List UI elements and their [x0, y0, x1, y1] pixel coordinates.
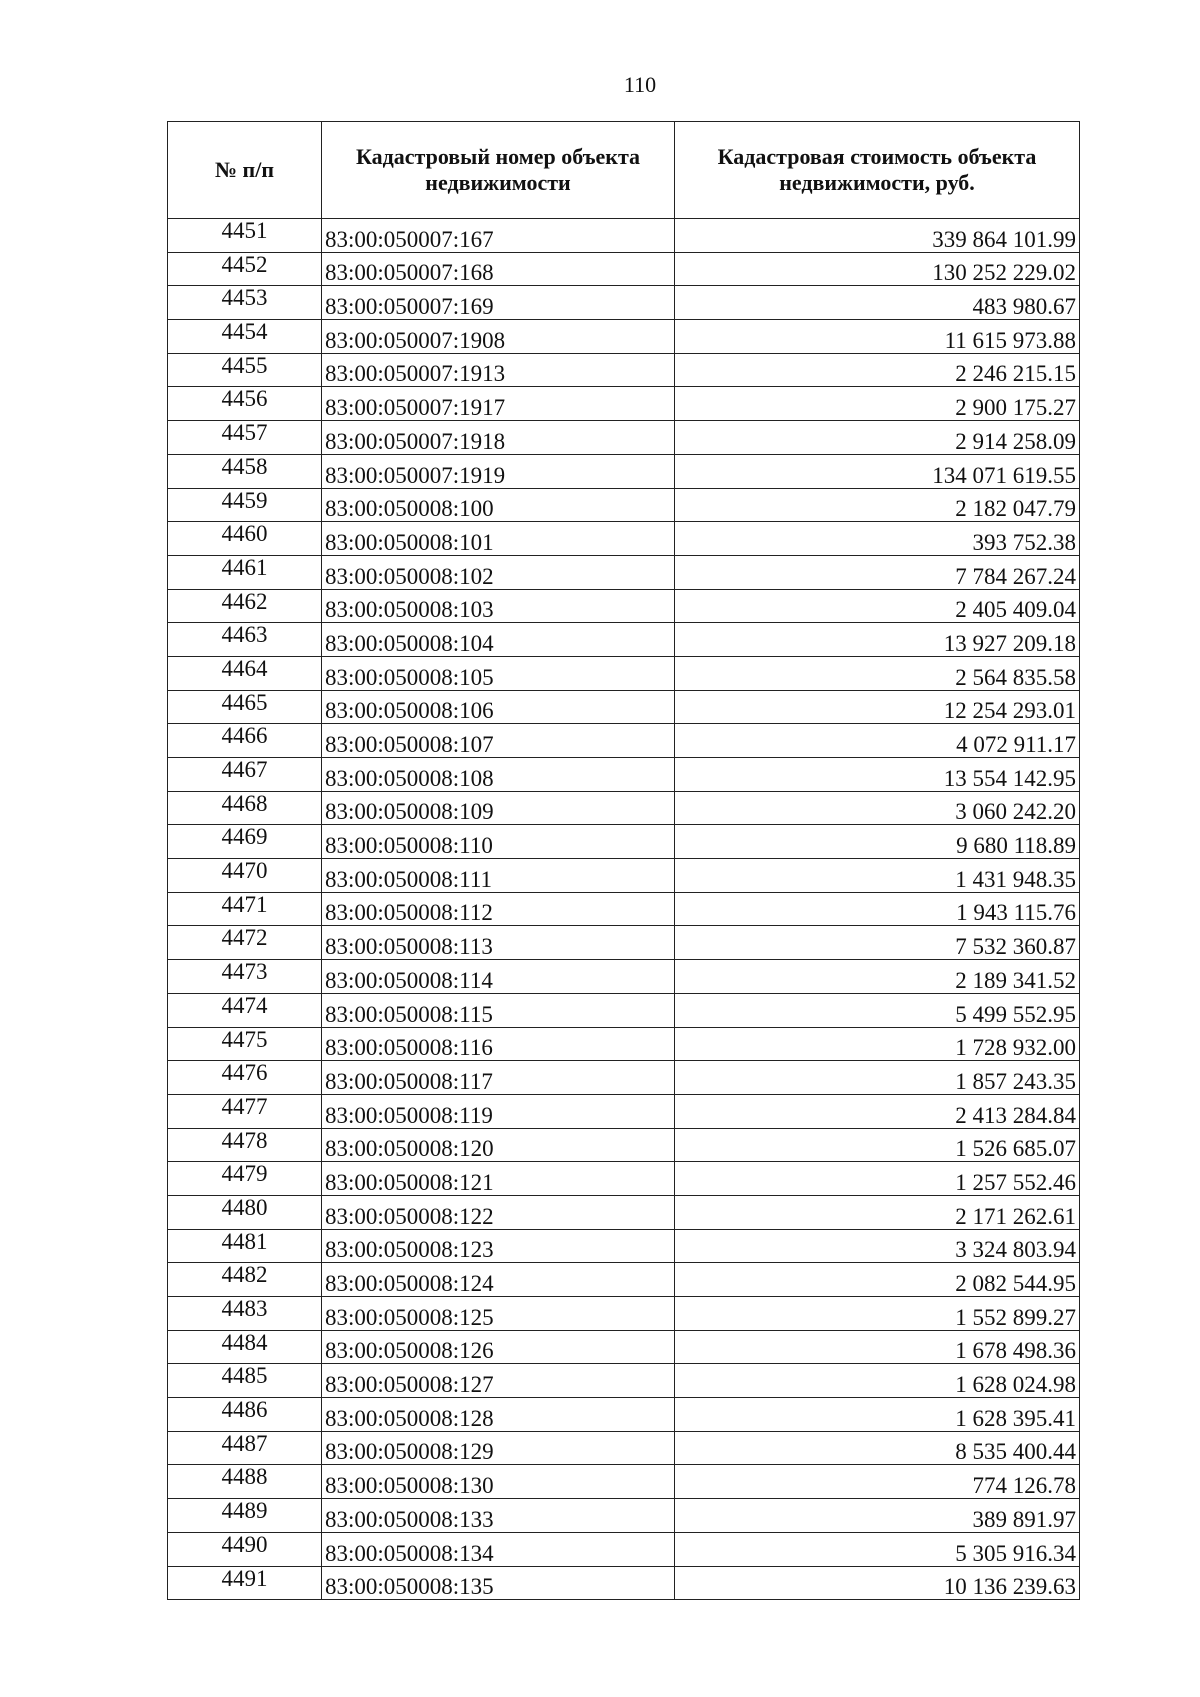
- cadastral-number-cell: 83:00:050007:169: [322, 286, 675, 320]
- row-number-cell: 4464: [168, 656, 322, 690]
- cadastral-value-cell: 1 628 024.98: [675, 1364, 1080, 1398]
- cadastral-number-cell: 83:00:050008:115: [322, 993, 675, 1027]
- row-number-cell: 4478: [168, 1128, 322, 1162]
- table-row: [168, 1162, 1080, 1196]
- cadastral-value-cell: 2 246 215.15: [675, 353, 1080, 387]
- cadastral-value-cell: 10 136 239.63: [675, 1566, 1080, 1600]
- cadastral-value-cell: 1 431 948.35: [675, 859, 1080, 893]
- cadastral-value-cell: 7 532 360.87: [675, 926, 1080, 960]
- table-row: [168, 454, 1080, 488]
- cadastral-number-cell: 83:00:050008:102: [322, 555, 675, 589]
- cadastral-value-cell: 2 082 544.95: [675, 1263, 1080, 1297]
- cadastral-number-cell: 83:00:050008:112: [322, 892, 675, 926]
- cadastral-value-cell: 1 678 498.36: [675, 1330, 1080, 1364]
- cadastral-value-cell: 1 857 243.35: [675, 1061, 1080, 1095]
- cadastral-value-cell: 2 189 341.52: [675, 960, 1080, 994]
- row-number-cell: 4488: [168, 1465, 322, 1499]
- cadastral-number-cell: 83:00:050008:126: [322, 1330, 675, 1364]
- row-number-cell: 4472: [168, 926, 322, 960]
- row-number-cell: 4468: [168, 791, 322, 825]
- row-number-cell: 4469: [168, 825, 322, 859]
- table-row: [168, 960, 1080, 994]
- table-row: [168, 387, 1080, 421]
- row-number-cell: 4458: [168, 454, 322, 488]
- cadastral-value-cell: 2 182 047.79: [675, 488, 1080, 522]
- cadastral-number-cell: 83:00:050007:1908: [322, 320, 675, 354]
- header-cadastral-number: Кадастровый номер объекта недвижимости: [322, 122, 675, 219]
- cadastral-value-cell: 1 943 115.76: [675, 892, 1080, 926]
- table-row: [168, 1195, 1080, 1229]
- table-row: [168, 353, 1080, 387]
- header-cadastral-value: Кадастровая стоимость объекта недвижимости, руб.: [675, 122, 1080, 219]
- cadastral-number-cell: 83:00:050008:121: [322, 1162, 675, 1196]
- cadastral-number-cell: 83:00:050008:113: [322, 926, 675, 960]
- cadastral-value-cell: 12 254 293.01: [675, 690, 1080, 724]
- cadastral-value-cell: 13 554 142.95: [675, 758, 1080, 792]
- row-number-cell: 4455: [168, 353, 322, 387]
- table-row: [168, 623, 1080, 657]
- row-number-cell: 4483: [168, 1297, 322, 1331]
- header-row: [168, 122, 1080, 219]
- row-number-cell: 4475: [168, 1027, 322, 1061]
- table-header: [168, 122, 1080, 219]
- cadastral-number-cell: 83:00:050008:106: [322, 690, 675, 724]
- row-number-cell: 4451: [168, 219, 322, 253]
- row-number-cell: 4463: [168, 623, 322, 657]
- table-row: [168, 1499, 1080, 1533]
- table-row: [168, 791, 1080, 825]
- table-row: [168, 993, 1080, 1027]
- cadastral-number-cell: 83:00:050008:130: [322, 1465, 675, 1499]
- table-row: [168, 1297, 1080, 1331]
- cadastral-number-cell: 83:00:050008:120: [322, 1128, 675, 1162]
- cadastral-value-cell: 774 126.78: [675, 1465, 1080, 1499]
- cadastral-number-cell: 83:00:050008:103: [322, 589, 675, 623]
- cadastral-number-cell: 83:00:050007:1913: [322, 353, 675, 387]
- cadastral-number-cell: 83:00:050008:114: [322, 960, 675, 994]
- table-row: [168, 758, 1080, 792]
- cadastral-number-cell: 83:00:050007:1917: [322, 387, 675, 421]
- cadastral-number-cell: 83:00:050008:127: [322, 1364, 675, 1398]
- row-number-cell: 4465: [168, 690, 322, 724]
- cadastral-number-cell: 83:00:050008:109: [322, 791, 675, 825]
- table-row: [168, 252, 1080, 286]
- cadastral-number-cell: 83:00:050008:108: [322, 758, 675, 792]
- cadastral-value-cell: 1 257 552.46: [675, 1162, 1080, 1196]
- table-row: [168, 1364, 1080, 1398]
- cadastral-value-cell: 9 680 118.89: [675, 825, 1080, 859]
- table-row: [168, 1061, 1080, 1095]
- table-body: [168, 219, 1080, 1600]
- row-number-cell: 4482: [168, 1263, 322, 1297]
- table-row: [168, 1027, 1080, 1061]
- cadastral-value-cell: 393 752.38: [675, 522, 1080, 556]
- table-row: [168, 1330, 1080, 1364]
- row-number-cell: 4462: [168, 589, 322, 623]
- row-number-cell: 4484: [168, 1330, 322, 1364]
- table-row: [168, 555, 1080, 589]
- table-row: [168, 1566, 1080, 1600]
- table-row: [168, 859, 1080, 893]
- row-number-cell: 4480: [168, 1195, 322, 1229]
- cadastral-number-cell: 83:00:050008:119: [322, 1094, 675, 1128]
- cadastral-value-cell: 483 980.67: [675, 286, 1080, 320]
- cadastral-number-cell: 83:00:050008:117: [322, 1061, 675, 1095]
- cadastral-value-cell: 5 305 916.34: [675, 1532, 1080, 1566]
- cadastral-value-cell: 1 728 932.00: [675, 1027, 1080, 1061]
- cadastral-table: [167, 121, 1080, 1600]
- cadastral-value-cell: 130 252 229.02: [675, 252, 1080, 286]
- cadastral-value-cell: 3 060 242.20: [675, 791, 1080, 825]
- table-row: [168, 421, 1080, 455]
- cadastral-value-cell: 5 499 552.95: [675, 993, 1080, 1027]
- table-row: [168, 1229, 1080, 1263]
- table-row: [168, 286, 1080, 320]
- page-number: 110: [623, 72, 657, 97]
- cadastral-value-cell: 2 171 262.61: [675, 1195, 1080, 1229]
- cadastral-number-cell: 83:00:050008:125: [322, 1297, 675, 1331]
- table-row: [168, 522, 1080, 556]
- row-number-cell: 4471: [168, 892, 322, 926]
- table-row: [168, 690, 1080, 724]
- row-number-cell: 4486: [168, 1398, 322, 1432]
- table-row: [168, 219, 1080, 253]
- cadastral-number-cell: 83:00:050008:110: [322, 825, 675, 859]
- cadastral-number-cell: 83:00:050007:167: [322, 219, 675, 253]
- cadastral-number-cell: 83:00:050008:128: [322, 1398, 675, 1432]
- cadastral-number-cell: 83:00:050008:124: [322, 1263, 675, 1297]
- cadastral-number-cell: 83:00:050008:104: [322, 623, 675, 657]
- row-number-cell: 4491: [168, 1566, 322, 1600]
- cadastral-value-cell: 4 072 911.17: [675, 724, 1080, 758]
- cadastral-value-cell: 1 552 899.27: [675, 1297, 1080, 1331]
- row-number-cell: 4481: [168, 1229, 322, 1263]
- row-number-cell: 4453: [168, 286, 322, 320]
- table-row: [168, 1431, 1080, 1465]
- cadastral-value-cell: 2 564 835.58: [675, 656, 1080, 690]
- row-number-cell: 4452: [168, 252, 322, 286]
- cadastral-number-cell: 83:00:050008:123: [322, 1229, 675, 1263]
- row-number-cell: 4477: [168, 1094, 322, 1128]
- cadastral-value-cell: 2 405 409.04: [675, 589, 1080, 623]
- cadastral-number-cell: 83:00:050008:129: [322, 1431, 675, 1465]
- row-number-cell: 4489: [168, 1499, 322, 1533]
- cadastral-value-cell: 339 864 101.99: [675, 219, 1080, 253]
- cadastral-value-cell: 8 535 400.44: [675, 1431, 1080, 1465]
- cadastral-value-cell: 13 927 209.18: [675, 623, 1080, 657]
- table-row: [168, 724, 1080, 758]
- table-row: [168, 825, 1080, 859]
- cadastral-value-cell: 11 615 973.88: [675, 320, 1080, 354]
- table-row: [168, 488, 1080, 522]
- table-row: [168, 1532, 1080, 1566]
- row-number-cell: 4487: [168, 1431, 322, 1465]
- cadastral-value-cell: 1 628 395.41: [675, 1398, 1080, 1432]
- row-number-cell: 4485: [168, 1364, 322, 1398]
- row-number-cell: 4473: [168, 960, 322, 994]
- table-row: [168, 1128, 1080, 1162]
- table-row: [168, 892, 1080, 926]
- row-number-cell: 4460: [168, 522, 322, 556]
- cadastral-value-cell: 134 071 619.55: [675, 454, 1080, 488]
- table-row: [168, 589, 1080, 623]
- cadastral-number-cell: 83:00:050008:101: [322, 522, 675, 556]
- row-number-cell: 4490: [168, 1532, 322, 1566]
- cadastral-value-cell: 2 914 258.09: [675, 421, 1080, 455]
- cadastral-number-cell: 83:00:050008:100: [322, 488, 675, 522]
- row-number-cell: 4454: [168, 320, 322, 354]
- cadastral-value-cell: 7 784 267.24: [675, 555, 1080, 589]
- table-row: [168, 1465, 1080, 1499]
- row-number-cell: 4474: [168, 993, 322, 1027]
- cadastral-number-cell: 83:00:050008:105: [322, 656, 675, 690]
- row-number-cell: 4467: [168, 758, 322, 792]
- table-row: [168, 926, 1080, 960]
- row-number-cell: 4457: [168, 421, 322, 455]
- cadastral-number-cell: 83:00:050008:135: [322, 1566, 675, 1600]
- cadastral-number-cell: 83:00:050007:1918: [322, 421, 675, 455]
- cadastral-value-cell: 1 526 685.07: [675, 1128, 1080, 1162]
- header-num: № п/п: [168, 122, 322, 219]
- row-number-cell: 4456: [168, 387, 322, 421]
- table-row: [168, 1263, 1080, 1297]
- row-number-cell: 4461: [168, 555, 322, 589]
- cadastral-number-cell: 83:00:050008:133: [322, 1499, 675, 1533]
- row-number-cell: 4479: [168, 1162, 322, 1196]
- row-number-cell: 4459: [168, 488, 322, 522]
- cadastral-value-cell: 389 891.97: [675, 1499, 1080, 1533]
- cadastral-number-cell: 83:00:050008:107: [322, 724, 675, 758]
- row-number-cell: 4476: [168, 1061, 322, 1095]
- cadastral-value-cell: 3 324 803.94: [675, 1229, 1080, 1263]
- row-number-cell: 4470: [168, 859, 322, 893]
- row-number-cell: 4466: [168, 724, 322, 758]
- cadastral-number-cell: 83:00:050008:134: [322, 1532, 675, 1566]
- cadastral-number-cell: 83:00:050008:111: [322, 859, 675, 893]
- table-row: [168, 1094, 1080, 1128]
- table-row: [168, 1398, 1080, 1432]
- cadastral-number-cell: 83:00:050007:1919: [322, 454, 675, 488]
- cadastral-value-cell: 2 900 175.27: [675, 387, 1080, 421]
- cadastral-number-cell: 83:00:050007:168: [322, 252, 675, 286]
- cadastral-number-cell: 83:00:050008:122: [322, 1195, 675, 1229]
- cadastral-value-cell: 2 413 284.84: [675, 1094, 1080, 1128]
- table-row: [168, 656, 1080, 690]
- cadastral-number-cell: 83:00:050008:116: [322, 1027, 675, 1061]
- table-row: [168, 320, 1080, 354]
